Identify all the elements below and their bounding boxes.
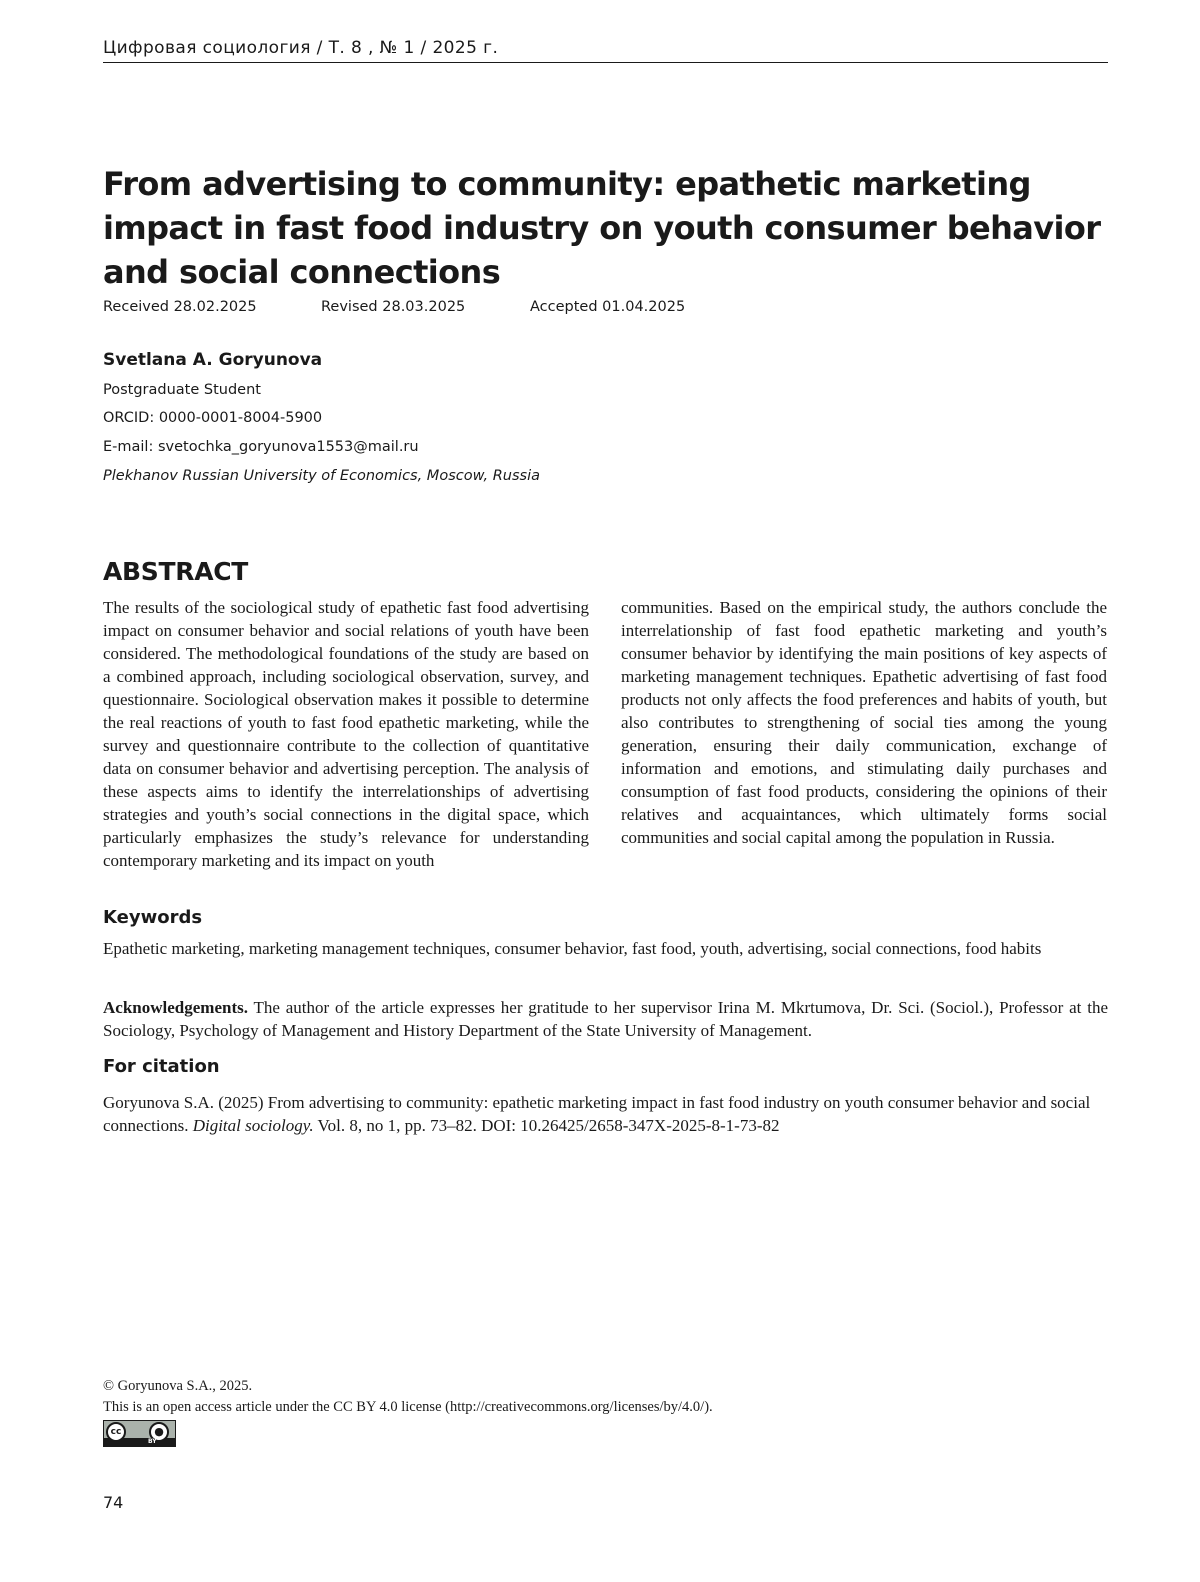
citation-heading: For citation	[103, 1056, 220, 1077]
article-title: From advertising to community: epathetic marketing impact in fast food industry on youth consumer behavior and social connections	[103, 165, 1101, 291]
copyright-line: © Goryunova S.A., 2025.	[103, 1378, 253, 1394]
person-attribution-icon: ●	[149, 1422, 169, 1442]
acknowledgements-text: The author of the article expresses her gratitude to her supervisor Irina M. Mkrtumova, Dr. Sci. (Sociol.), Professor at the Sociology, Psychology of Management and History Department of the State University of Management.	[103, 998, 1108, 1040]
keywords-heading: Keywords	[103, 907, 203, 928]
keywords-text: Epathetic marketing, marketing management techniques, consumer behavior, fast food, youth, advertising, social connections, food habits	[103, 939, 1042, 958]
cc-by-license-badge	[103, 1420, 176, 1447]
acknowledgements-label: Acknowledgements.	[103, 998, 248, 1017]
citation-after: Vol. 8, no 1, pp. 73–82. DOI: 10.26425/2658-347X-2025-8-1-73-82	[313, 1116, 780, 1135]
abstract-heading: ABSTRACT	[103, 557, 249, 586]
cc-by-label: BY	[148, 1438, 157, 1445]
author-position: Postgraduate Student	[103, 382, 261, 398]
abstract-text-right: communities. Based on the empirical study, the authors conclude the interrelationship of fast food epathetic marketing and youth’s consumer behavior by identifying the main positions of key aspects of marketing management techniques. Epathetic advertising of fast food products not only affects the food preferences and habits of youth, but also contributes to strengthening of social ties among the young generation, ensuring their daily communication, exchange of information and emotions, and stimulating daily purchases and consumption of fast food products, considering the opinions of their relatives and acquaintances, which ultimately forms social communities and social capital among the population in Russia.	[621, 598, 1107, 847]
accepted-date: Accepted 01.04.2025	[530, 299, 686, 315]
running-head: Цифровая социология / Т. 8 , № 1 / 2025 г.	[103, 38, 1108, 63]
revised-date: Revised 28.03.2025	[321, 299, 466, 315]
citation-text	[103, 1091, 1108, 1137]
cc-icon: cc	[106, 1422, 126, 1442]
received-date: Received 28.02.2025	[103, 299, 257, 315]
abstract-text-left: The results of the sociological study of epathetic fast food advertising impact on consumer behavior and social relations of youth have been considered. The methodological foundations of the study are based on a combined approach, including sociological observation, survey, and questionnaire. Sociological observation makes it possible to determine the real reactions of youth to fast food epathetic marketing, while the survey and questionnaire contribute to the collection of quantitative data on consumer behavior and advertising perception. The analysis of these aspects aims to identify the interrelationships of advertising strategies and youth’s social connections in the digital space, which particularly emphasizes the study’s relevance for understanding contemporary marketing and its impact on youth	[103, 598, 589, 870]
author-email: E-mail: svetochka_goryunova1553@mail.ru	[103, 439, 419, 455]
citation-before: Goryunova S.A. (2025) From advertising to community: epathetic marketing impact in fast food industry on youth consumer behavior and social connections.	[103, 1093, 1091, 1135]
author-name: Svetlana A. Goryunova	[103, 350, 323, 370]
author-orcid: ORCID: 0000-0001-8004-5900	[103, 410, 323, 426]
copyright-notice	[103, 1376, 713, 1418]
page-number: 74	[103, 1493, 124, 1512]
citation-journal: Digital sociology.	[192, 1116, 314, 1135]
acknowledgements	[103, 996, 1108, 1042]
license-line: This is an open access article under the CC BY 4.0 license (http://creativecommons.org/licenses/by/4.0/).	[103, 1399, 713, 1415]
author-affiliation: Plekhanov Russian University of Economics, Moscow, Russia	[103, 468, 541, 484]
